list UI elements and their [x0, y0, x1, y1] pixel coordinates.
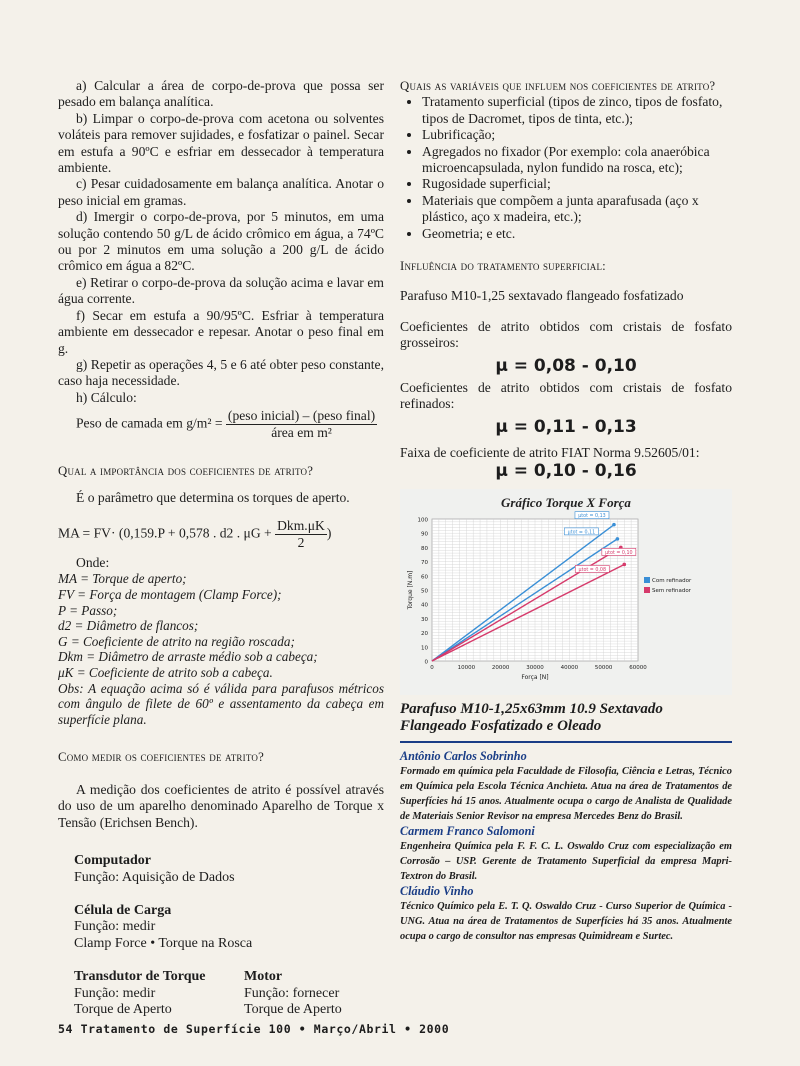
variable-item: • Geometria; e etc. — [422, 226, 732, 242]
bolt-description: Parafuso M10-1,25 sextavado flangeado fosfatizado — [400, 288, 684, 304]
bio-text: Engenheira Química pela F. F. C. L. Oswaldo Cruz com especialização em Corrosão – USP. Gerente de Tratamento Superficial da empresa Mapri-Textron do Brasil. — [400, 840, 732, 882]
trans-func: Função: medir — [74, 985, 156, 1001]
def-ma: MA = Torque de aperto; — [58, 571, 187, 587]
torque-formula — [58, 518, 384, 551]
series-endpoint — [622, 563, 626, 567]
x-tick-label: 30000 — [526, 664, 544, 671]
step-b: b) Limpar o corpo-de-prova com acetona ou solventes voláteis para remover sujidades, e fosfatizar o painel. Secar em estufa a 90ºC e esfriar em dessecador à temperatura ambiente. — [58, 110, 384, 176]
y-tick-label: 100 — [417, 517, 428, 524]
y-tick-label: 10 — [421, 645, 428, 652]
def-d2: d2 = Diâmetro de flancos; — [58, 618, 199, 634]
onde-label: Onde: — [76, 554, 110, 570]
bio-name: Carmem Franco Salomoni — [400, 823, 535, 838]
section2-text: A medição dos coeficientes de atrito é possível através do uso de um aparelho denominado Aparelho de Torque x Tensão (Erichsen Bench). — [58, 781, 384, 830]
coef3-value: μ = 0,10 - 0,16 — [495, 460, 637, 481]
y-tick-label: 70 — [421, 560, 428, 567]
def-fv: FV = Força de montagem (Clamp Force); — [58, 586, 282, 602]
formula-fraction — [275, 518, 327, 551]
calc-numerator: (peso inicial) – (peso final) — [227, 408, 376, 424]
x-tick-label: 0 — [430, 664, 434, 671]
step-a: a) Calcular a área de corpo-de-prova que possa ser pesado em balança analítica. — [58, 78, 384, 110]
y-tick-label: 0 — [424, 659, 428, 666]
y-tick-label: 50 — [421, 588, 428, 595]
series-label: μtot = 0,13 — [578, 514, 606, 520]
y-axis-label: Torque [N.m] — [407, 570, 414, 610]
step-g: g) Repetir as operações 4, 5 e 6 até obter peso constante, caso haja necessidade. — [58, 356, 384, 389]
formula-lhs: MA = FV· ( — [58, 525, 124, 541]
def-obs: Obs: A equação acima só é válida para parafusos métricos com ângulo de filete de 60º e assentamento da cabeça em superfície plana. — [58, 680, 384, 727]
formula-mid: 0,159.P + 0,578 . d2 . μG + — [123, 525, 272, 541]
motor-title: Motor — [244, 968, 283, 984]
variables-list — [400, 94, 732, 242]
def-g: G = Coeficiente de atrito na região roscada; — [58, 633, 295, 649]
left-column — [58, 78, 384, 1019]
legend-swatch — [644, 577, 650, 583]
legend-label: Com refinador — [652, 577, 692, 584]
chart-title: Gráfico Torque X Força — [501, 494, 631, 510]
calc-formula — [76, 408, 384, 441]
step-f: f) Secar em estufa a 90/95ºC. Esfriar à temperatura ambiente em dessecador e repesar. Anotar o peso final em g. — [58, 307, 384, 356]
variable-item: • Agregados no fixador (Por exemplo: cola anaeróbica microencapsulada, nylon fundido na rosca, etc); — [422, 144, 732, 177]
legend-label: Sem refinador — [652, 587, 691, 594]
formula-close: ) — [326, 525, 332, 541]
x-tick-label: 40000 — [560, 664, 579, 671]
series-endpoint — [612, 523, 616, 527]
coef2-text: Coeficientes de atrito obtidos com cristais de fosfato refinados: — [400, 379, 732, 412]
formula-frac-num: Dkm.μK — [277, 517, 325, 533]
x-tick-label: 20000 — [491, 664, 510, 671]
influence-title: Influência do tratamento superficial: — [400, 259, 606, 274]
legend-swatch — [644, 587, 650, 593]
step-e: e) Retirar o corpo-de-prova da solução acima e lavar em água corrente. — [58, 274, 384, 307]
cell-title: Célula de Carga — [74, 902, 172, 918]
torque-force-chart — [400, 489, 732, 695]
def-muk: μK = Coeficiente de atrito sob a cabeça. — [58, 664, 273, 680]
def-p: P = Passo; — [58, 602, 118, 618]
section2-title: Como medir os coeficientes de atrito? — [58, 750, 264, 765]
cell-func: Função: medir — [74, 919, 156, 935]
equipment-list — [74, 853, 384, 1019]
x-tick-label: 50000 — [594, 664, 613, 671]
series-label: μtot = 0,08 — [578, 567, 607, 573]
bio-name: Cláudio Vinho — [400, 883, 474, 898]
x-axis-label: Força [N] — [521, 673, 549, 681]
trans-title: Transdutor de Torque — [74, 968, 206, 984]
author-bios — [400, 749, 732, 944]
y-tick-label: 20 — [421, 631, 428, 638]
coef3-text: Faixa de coeficiente de atrito FIAT Norma 9.52605/01: — [400, 444, 700, 460]
bio-text: Técnico Químico pela E. T. Q. Oswaldo Cruz - Curso Superior de Química - UNG. Atua na área de Tratamentos de Superfícies há 35 anos. Atualmente ocupa o cargo de consultor nas empresas Quimidream e Surtec. — [400, 900, 732, 942]
series-label: μtot = 0,11 — [567, 530, 596, 536]
y-tick-label: 30 — [421, 616, 428, 623]
calc-label: Peso de camada em g/m² = — [76, 415, 223, 431]
motor-desc: Torque de Aperto — [244, 1002, 342, 1018]
motor-func: Função: fornecer — [244, 985, 340, 1001]
section1-text: É o parâmetro que determina os torques de aperto. — [76, 489, 350, 505]
variable-item: • Rugosidade superficial; — [422, 176, 732, 192]
chart-svg — [400, 489, 732, 695]
comp-title: Computador — [74, 852, 152, 868]
calc-denominator: área em m² — [271, 425, 332, 441]
coef2-value: μ = 0,11 - 0,13 — [495, 416, 637, 437]
formula-frac-den: 2 — [297, 534, 305, 550]
divider — [400, 741, 732, 743]
comp-func: Função: Aquisição de Dados — [74, 869, 235, 885]
coef1-text: Coeficientes de atrito obtidos com cristais de fosfato grosseiros: — [400, 318, 732, 351]
step-d: d) Imergir o corpo-de-prova, por 5 minutos, em uma solução contendo 50 g/L de ácido crômico em água, a 74ºC ou por 2 minutos em uma solução a 200 g/L de ácido crômico em água a 82ºC. — [58, 209, 384, 274]
chart-caption: Parafuso M10-1,25x63mm 10.9 Sextavado Flangeado Fosfatizado e Oleado — [400, 700, 663, 734]
variable-item: • Tratamento superficial (tipos de zinco, tipos de fosfato, tipos de Dacromet, tipos de tinta, etc.); — [422, 94, 732, 127]
y-tick-label: 40 — [421, 602, 428, 609]
variables-title: Quais as variáveis que influem nos coeficientes de atrito? — [400, 79, 716, 93]
x-tick-label: 10000 — [457, 664, 476, 671]
y-tick-label: 90 — [421, 531, 428, 538]
section1-title: Qual a importância dos coeficientes de atrito? — [58, 464, 314, 479]
series-endpoint — [616, 537, 620, 541]
step-c: c) Pesar cuidadosamente em balança analítica. Anotar o peso inicial em gramas. — [58, 176, 384, 208]
step-h: h) Cálculo: — [76, 389, 137, 405]
x-tick-label: 60000 — [629, 664, 647, 671]
def-dkm: Dkm = Diâmetro de arraste médio sob a cabeça; — [58, 649, 318, 665]
page-footer: 54 Tratamento de Superfície 100 • Março/Abril • 2000 — [58, 1022, 450, 1036]
bio-name: Antônio Carlos Sobrinho — [400, 748, 527, 763]
calc-fraction — [226, 408, 377, 441]
bio-text: Formado em química pela Faculdade de Filosofia, Ciência e Letras, Técnico em Química pela Escola Técnica Anchieta. Atua na área de Tratamentos de Superfícies há 15 anos. Atualmente ocupa o cargo de Analista de Qualidade de Materiais Senior Revisor na empresa Mercedes Benz do Brasil. — [400, 765, 732, 822]
cell-desc: Clamp Force • Torque na Rosca — [74, 936, 253, 952]
trans-desc: Torque de Aperto — [74, 1002, 172, 1018]
series-label: μtot = 0,10 — [605, 550, 633, 556]
variable-item: • Lubrificação; — [422, 127, 732, 143]
y-tick-label: 80 — [421, 545, 428, 552]
coef1-value: μ = 0,08 - 0,10 — [495, 355, 637, 376]
y-tick-label: 60 — [421, 574, 428, 581]
variable-item: • Materiais que compõem a junta aparafusada (aço x plástico, aço x madeira, etc.); — [422, 193, 732, 226]
right-column — [400, 78, 732, 944]
